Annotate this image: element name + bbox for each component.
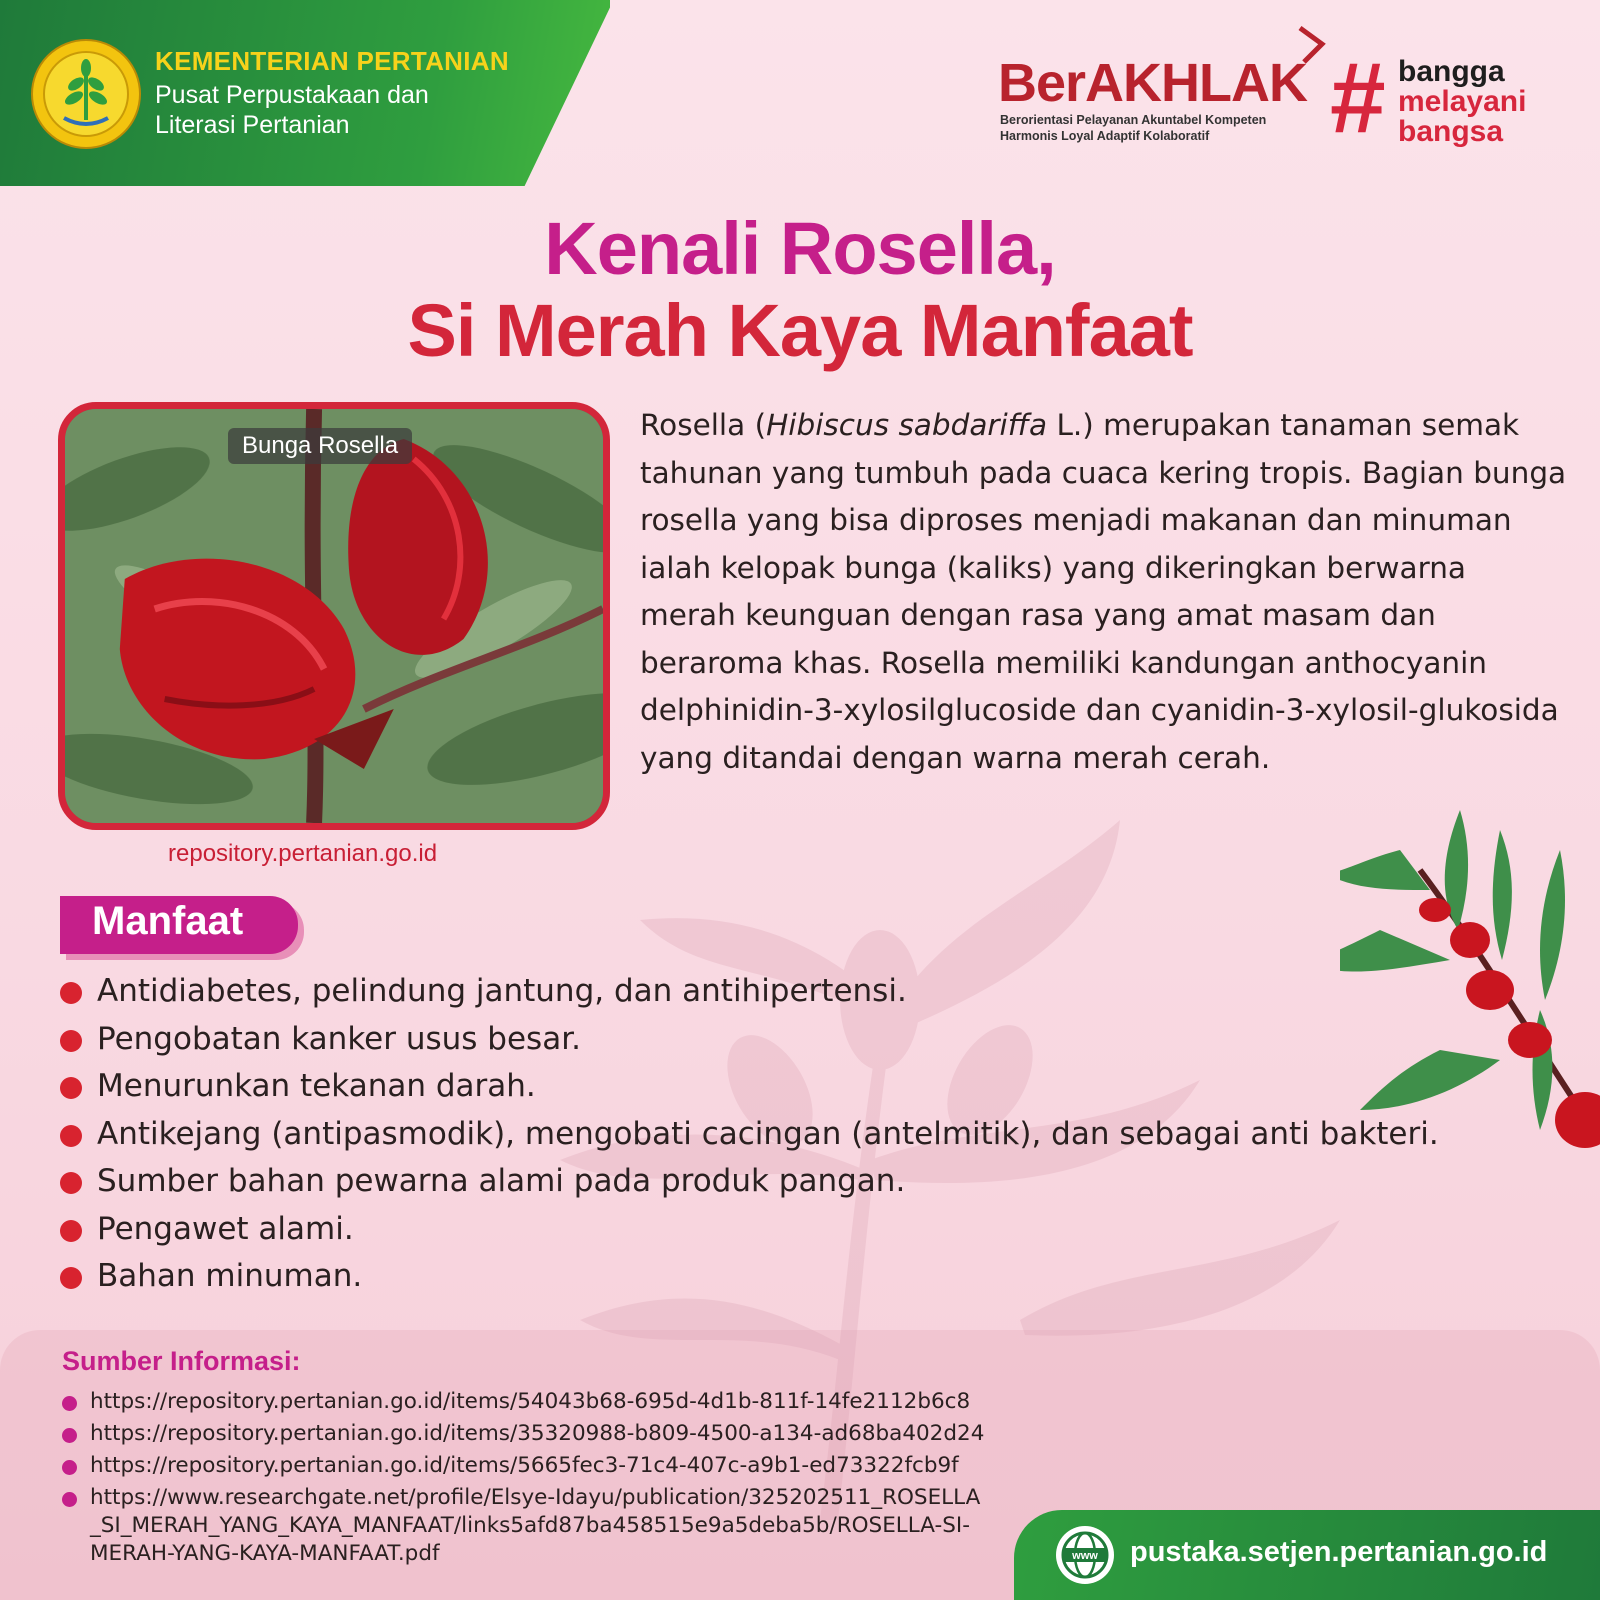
sources-list	[62, 1388, 1062, 1572]
bullet-dot-icon	[60, 1077, 82, 1099]
berakhlak-tagline	[1000, 112, 1320, 144]
list-item	[60, 1253, 1500, 1301]
berakhlak-logo: BerAKHLAK	[998, 53, 1308, 113]
photo-caption: Bunga Rosella	[228, 428, 412, 464]
globe-www-text: www	[1072, 1550, 1098, 1562]
bangsa-text: bangsa	[1398, 115, 1504, 148]
list-item	[60, 1016, 1500, 1064]
description-post: L.) merupakan tanaman semak tahunan yang tumbuh pada cuaca kering tropis. Bagian bunga rosella yang bisa diproses menjadi makanan dan minuman ialah kelopak bunga (kaliks) yang dikeringkan berwarna merah keunguan dengan rasa yang amat masam dan beraroma khas. Rosella memiliki kandungan anthocyanin delphinidin-3-xylosilglucoside dan cyanidin-3-xylosil-glukosida yang ditandai dengan warna merah cerah.	[640, 408, 1567, 775]
bullet-dot-icon	[60, 1030, 82, 1052]
bullet-dot-icon	[60, 982, 82, 1004]
list-item	[60, 1158, 1500, 1206]
bullet-dot-icon	[62, 1460, 77, 1475]
scientific-name: Hibiscus sabdariffa	[766, 408, 1048, 442]
org-name: KEMENTERIAN PERTANIAN	[155, 46, 509, 76]
list-item-text: Menurunkan tekanan darah.	[97, 1068, 536, 1104]
ministry-seal-icon	[30, 38, 142, 150]
description-pre: Rosella (	[640, 408, 767, 442]
list-item	[60, 1063, 1500, 1111]
list-item-text: Sumber bahan pewarna alami pada produk pangan.	[97, 1163, 906, 1199]
list-item-text: Pengawet alami.	[97, 1210, 354, 1247]
page-title-line2: Si Merah Kaya Manfaat	[407, 289, 1193, 372]
globe-www-icon	[1054, 1524, 1116, 1586]
source-url[interactable]: https://repository.pertanian.go.id/items/35320988-b809-4500-a134-ad68ba402d24	[90, 1421, 985, 1446]
list-item	[60, 1206, 1500, 1254]
source-url[interactable]: https://repository.pertanian.go.id/items/5665fec3-71c4-407c-a9b1-ed73322fcb9f	[90, 1453, 959, 1478]
list-item	[60, 968, 1500, 1016]
source-url[interactable]: https://www.researchgate.net/profile/Elsye-Idayu/publication/325202511_ROSELLA_SI_MERAH_YANG_KAYA_MANFAAT/links5afd87ba458515e9a5deba5b/ROSELLA-SI-MERAH-YANG-KAYA-MANFAAT.pdf	[90, 1485, 981, 1566]
source-link[interactable]	[62, 1452, 1062, 1480]
list-item-text: Pengobatan kanker usus besar.	[97, 1020, 581, 1057]
rosella-photo	[58, 402, 610, 830]
bullet-dot-icon	[62, 1396, 77, 1411]
sources-heading: Sumber Informasi:	[62, 1346, 301, 1376]
hashtag-logo: #	[1330, 42, 1386, 154]
org-subtitle	[155, 80, 555, 140]
berakhlak-tagline-line1: Berorientasi Pelayanan Akuntabel Kompeten	[1000, 113, 1267, 127]
source-link[interactable]	[62, 1388, 1062, 1416]
manfaat-heading: Manfaat	[92, 899, 244, 943]
photo-credit: repository.pertanian.go.id	[168, 840, 438, 867]
melayani-text: melayani	[1398, 85, 1527, 118]
chevron-right-icon	[1296, 26, 1326, 66]
org-subtitle-line1: Pusat Perpustakaan dan	[155, 81, 429, 109]
website-url[interactable]: pustaka.setjen.pertanian.go.id	[1130, 1536, 1548, 1568]
rosella-photo-illustration	[65, 409, 603, 823]
list-item-text: Antikejang (antipasmodik), mengobati cacingan (antelmitik), dan sebagai anti bakteri.	[97, 1115, 1439, 1152]
list-item	[60, 1111, 1500, 1159]
source-link[interactable]	[62, 1420, 1062, 1448]
berakhlak-tagline-line2: Harmonis Loyal Adaptif Kolaboratif	[1000, 129, 1210, 143]
org-subtitle-line2: Literasi Pertanian	[155, 111, 350, 139]
bangga-text: bangga	[1398, 55, 1505, 88]
bullet-dot-icon	[60, 1125, 82, 1147]
list-item-text: Bahan minuman.	[97, 1258, 363, 1294]
bullet-dot-icon	[60, 1220, 82, 1242]
page-title-line1: Kenali Rosella,	[544, 207, 1056, 290]
list-item-text: Antidiabetes, pelindung jantung, dan antihipertensi.	[97, 973, 907, 1009]
bullet-dot-icon	[62, 1492, 77, 1507]
source-link[interactable]	[62, 1484, 1022, 1568]
bullet-dot-icon	[60, 1267, 82, 1289]
description-paragraph	[640, 402, 1570, 782]
benefits-list	[60, 968, 1500, 1301]
bullet-dot-icon	[60, 1172, 82, 1194]
source-url[interactable]: https://repository.pertanian.go.id/items/54043b68-695d-4d1b-811f-14fe2112b6c8	[90, 1389, 971, 1414]
bullet-dot-icon	[62, 1428, 77, 1443]
